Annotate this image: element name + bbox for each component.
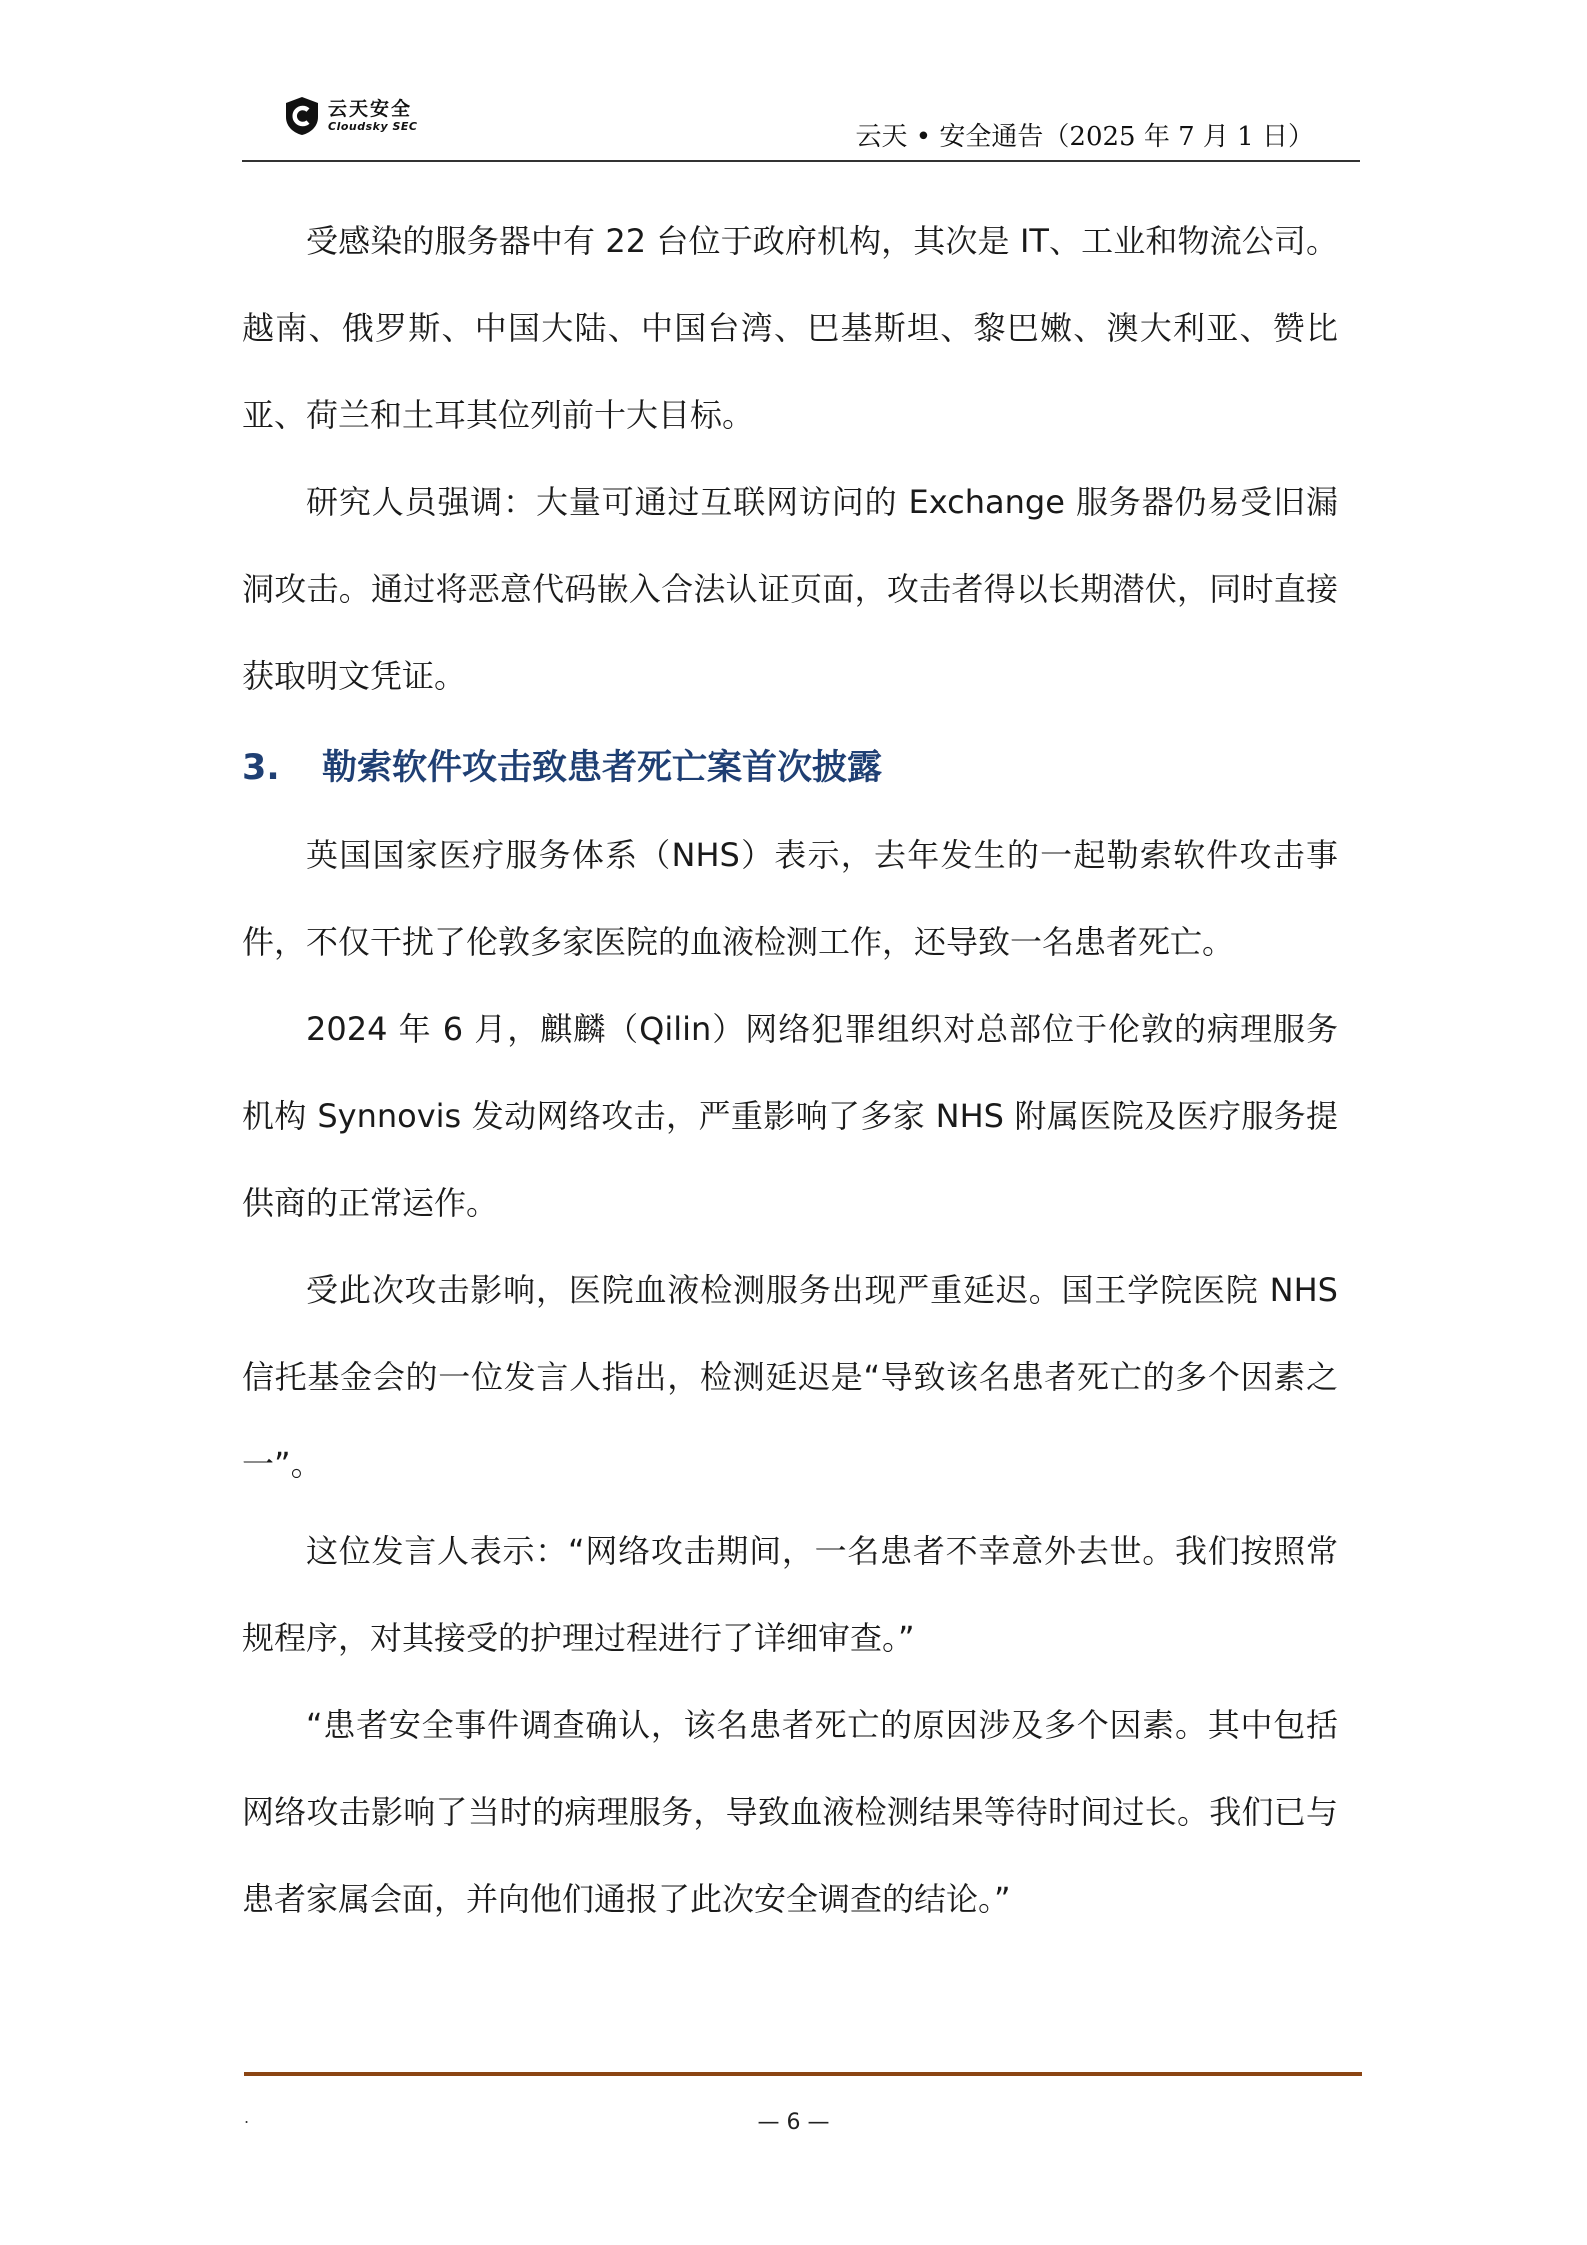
header-divider <box>242 160 1360 162</box>
bulletin-title: 云天 • 安全通告（2025 年 7 月 1 日） <box>855 122 1314 152</box>
shield-c-icon <box>284 96 320 136</box>
document-body <box>242 198 1338 1943</box>
logo-english-name: Cloudsky SEC <box>328 120 418 133</box>
page-header <box>242 96 1360 160</box>
section-heading <box>242 724 1338 812</box>
paragraph: 受此次攻击影响，医院血液检测服务出现严重延迟。国王学院医院 NHS 信托基金会的一位发言人指出，检测延迟是“导致该名患者死亡的多个因素之一”。 <box>242 1271 1338 1483</box>
footer-divider <box>244 2072 1362 2076</box>
page-number: — 6 — <box>757 2110 830 2135</box>
section-number: 3. <box>242 748 280 788</box>
footer-dot: . <box>244 2108 250 2127</box>
paragraph: 2024 年 6 月，麒麟（Qilin）网络犯罪组织对总部位于伦敦的病理服务机构 Synnovis 发动网络攻击，严重影响了多家 NHS 附属医院及医疗服务提供商的正常运作。 <box>242 1010 1338 1222</box>
logo-chinese-name: 云天安全 <box>328 98 413 120</box>
paragraph: “患者安全事件调查确认，该名患者死亡的原因涉及多个因素。其中包括网络攻击影响了当时的病理服务，导致血液检测结果等待时间过长。我们已与患者家属会面，并向他们通报了此次安全调查的结论。” <box>242 1706 1338 1918</box>
section-title: 勒索软件攻击致患者死亡案首次披露 <box>322 748 883 788</box>
paragraph: 受感染的服务器中有 22 台位于政府机构，其次是 IT、工业和物流公司。越南、俄罗斯、中国大陆、中国台湾、巴基斯坦、黎巴嫩、澳大利亚、赞比亚、荷兰和土耳其位列前十大目标。 <box>242 222 1338 434</box>
paragraph: 英国国家医疗服务体系（NHS）表示，去年发生的一起勒索软件攻击事件，不仅干扰了伦敦多家医院的血液检测工作，还导致一名患者死亡。 <box>242 836 1338 961</box>
company-logo <box>284 96 417 136</box>
paragraph: 这位发言人表示：“网络攻击期间，一名患者不幸意外去世。我们按照常规程序，对其接受的护理过程进行了详细审查。” <box>242 1532 1338 1657</box>
paragraph: 研究人员强调：大量可通过互联网访问的 Exchange 服务器仍易受旧漏洞攻击。通过将恶意代码嵌入合法认证页面，攻击者得以长期潜伏，同时直接获取明文凭证。 <box>242 483 1338 695</box>
